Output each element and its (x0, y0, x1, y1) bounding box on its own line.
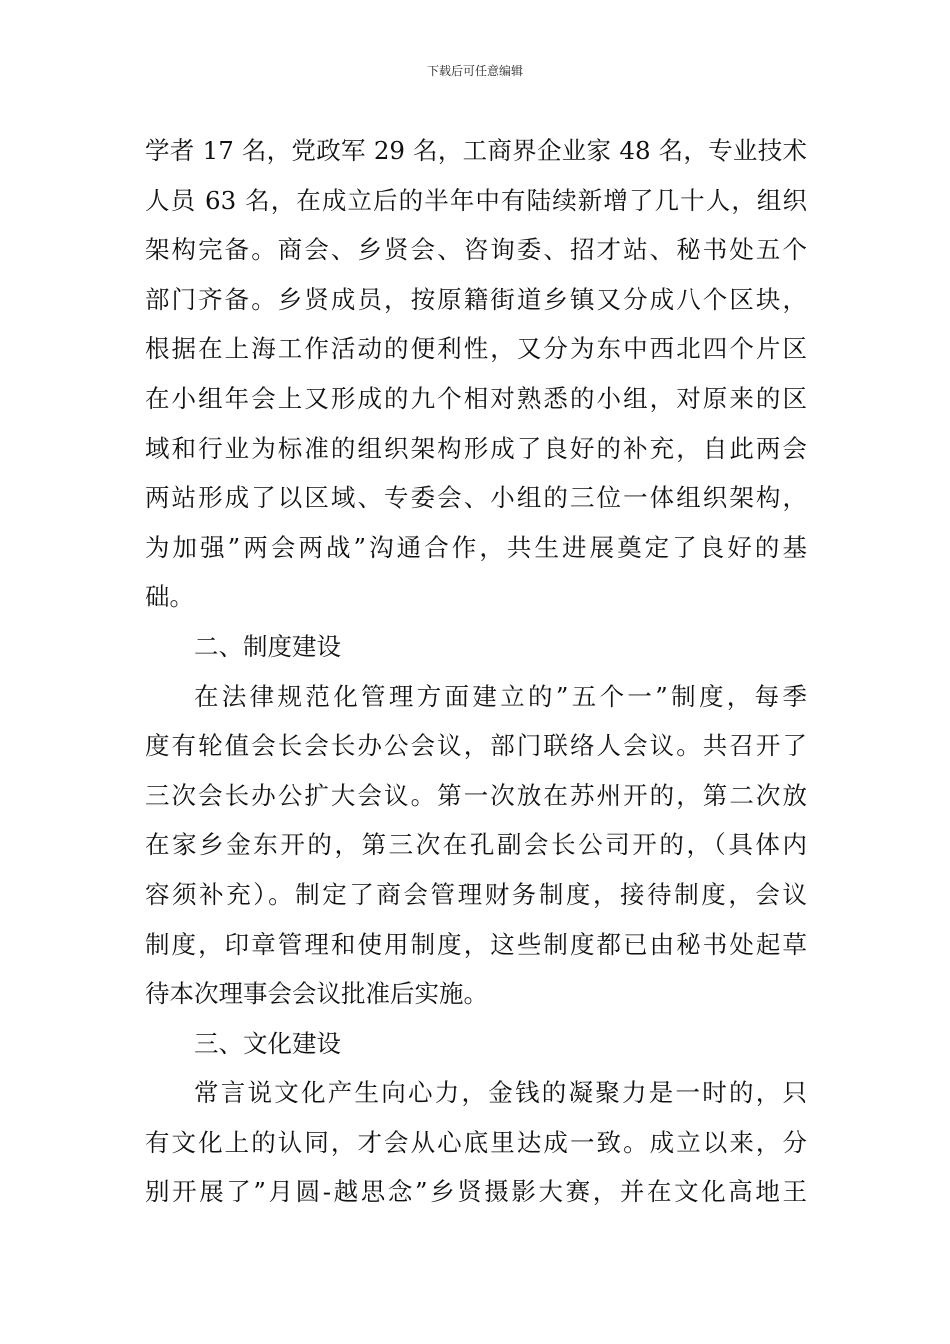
text-line: 有文化上的认同，才会从心底里达成一致。成立以来，分 (145, 1127, 807, 1157)
text-line: 域和行业为标准的组织架构形成了良好的补充，自此两会 (145, 433, 807, 463)
paragraph-culture (145, 1068, 807, 1217)
section-heading-culture (145, 1019, 807, 1069)
paragraph-system (145, 672, 807, 1019)
text-line: 学者 17 名，党政军 29 名，工商界企业家 48 名，专业技术 (145, 136, 807, 165)
text-line: 别开展了”月圆-越思念”乡贤摄影大赛，并在文化高地王 (145, 1177, 807, 1207)
text-line: 架构完备。商会、乡贤会、咨询委、招才站、秘书处五个 (145, 235, 807, 265)
text-line: 在小组年会上又形成的九个相对熟悉的小组，对原来的区 (145, 383, 807, 413)
text-line: 待本次理事会会议批准后实施。 (145, 979, 488, 1009)
text-line: 在法律规范化管理方面建立的”五个一”制度，每季 (194, 681, 807, 711)
text-line: 础。 (145, 582, 194, 612)
text-line: 人员 63 名，在成立后的半年中有陆续新增了几十人，组织 (145, 185, 807, 215)
section-heading-system (145, 622, 807, 672)
text-line: 三次会长办公扩大会议。第一次放在苏州开的，第二次放 (145, 780, 807, 810)
paragraph-organization (145, 126, 807, 622)
text-line: 根据在上海工作活动的便利性，又分为东中西北四个片区 (145, 334, 807, 364)
text-line: 容须补充）。制定了商会管理财务制度，接待制度，会议 (145, 879, 807, 909)
document-body (145, 126, 807, 1217)
text-line: 度有轮值会长会长办公会议，部门联络人会议。共召开了 (145, 731, 807, 761)
page-header: 下载后可任意编辑 (426, 64, 523, 78)
text-line: 常言说文化产生向心力，金钱的凝聚力是一时的，只 (194, 1078, 807, 1108)
heading-text: 三、文化建设 (194, 1028, 341, 1058)
text-line: 在家乡金东开的，第三次在孔副会长公司开的，（具体内 (145, 830, 807, 860)
text-line: 为加强”两会两战”沟通合作，共生进展奠定了良好的基 (145, 532, 807, 562)
text-line: 部门齐备。乡贤成员，按原籍街道乡镇又分成八个区块， (145, 284, 807, 314)
text-line: 两站形成了以区域、专委会、小组的三位一体组织架构， (145, 483, 807, 513)
heading-text: 二、制度建设 (194, 631, 341, 661)
text-line: 制度，印章管理和使用制度，这些制度都已由秘书处起草 (145, 929, 807, 959)
